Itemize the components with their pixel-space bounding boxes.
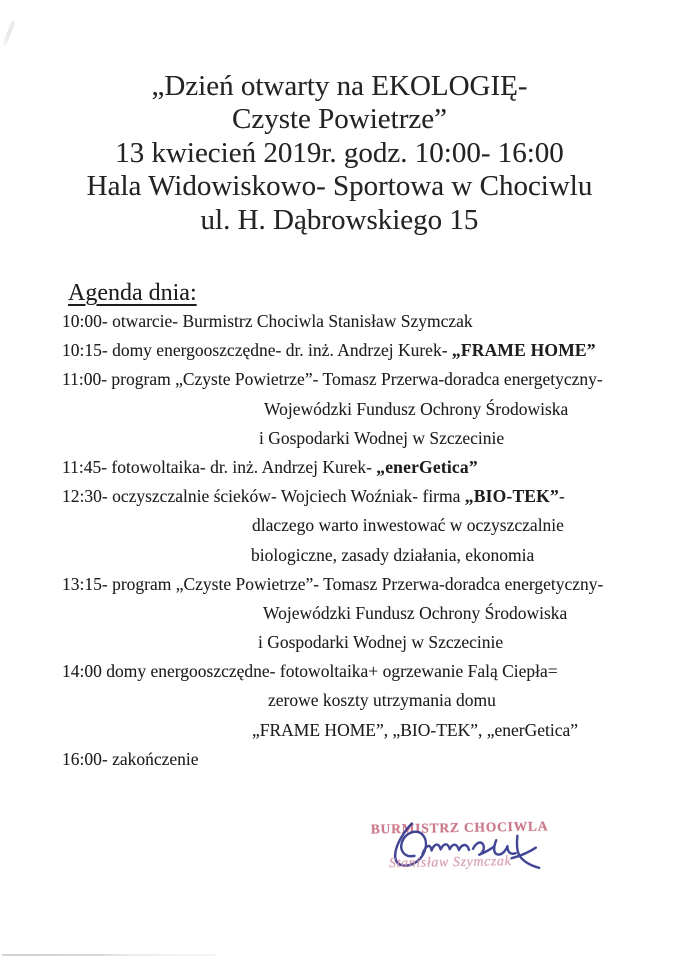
agenda-text-run: 13:15- program „Czyste Powietrze”- Tomasz Przerwa-doradca energetyczny-	[62, 573, 604, 594]
agenda-line	[62, 336, 662, 365]
agenda-text-run: 11:00- program „Czyste Powietrze”- Tomasz Przerwa-doradca energetyczny-	[62, 369, 603, 390]
title-line-3: 13 kwiecień 2019r. godz. 10:00- 16:00	[115, 136, 564, 169]
agenda-text-run: „BIO-TEK”	[464, 486, 559, 507]
agenda-line	[62, 686, 662, 715]
scan-smudge-artifact	[2, 20, 15, 46]
agenda-line	[62, 745, 662, 774]
agenda-line	[62, 424, 662, 453]
agenda-line	[62, 307, 662, 336]
agenda-text-run: -	[558, 486, 565, 507]
agenda-line	[62, 453, 662, 482]
agenda-text-run: i Gospodarki Wodnej w Szczecinie	[258, 632, 504, 653]
agenda-text-run: 11:45- fotowoltaika- dr. inż. Andrzej Kurek-	[62, 456, 377, 477]
agenda-text-run: dlaczego warto inwestować w oczyszczalnie	[252, 515, 564, 536]
title-line-4: Hala Widowiskowo- Sportowa w Chociwlu	[86, 170, 593, 203]
scan-line-artifact	[2, 954, 216, 956]
agenda-line	[62, 511, 662, 540]
agenda-line	[62, 482, 662, 511]
stamp-name-text: Stanisław Szymczak	[388, 854, 512, 872]
agenda-text-run: biologiczne, zasady działania, ekonomia	[251, 544, 535, 565]
agenda-line	[62, 365, 662, 394]
agenda-text-run: 12:30- oczyszczalnie ścieków- Wojciech Woźniak- firma	[62, 486, 465, 507]
agenda-line	[62, 570, 662, 599]
agenda-text-run: zerowe koszty utrzymania domu	[268, 690, 496, 711]
agenda-text-run: 16:00- zakończenie	[62, 748, 199, 769]
agenda-text-run: „enerGetica”	[376, 456, 478, 477]
agenda-text-run: Wojewódzki Fundusz Ochrony Środowiska	[263, 602, 568, 623]
agenda-text-run: 14:00 domy energooszczędne- fotowoltaika+ ogrzewanie Falą Ciepła=	[62, 661, 558, 682]
handwritten-signature	[381, 815, 544, 884]
agenda-line	[62, 657, 662, 686]
agenda-line	[62, 541, 662, 570]
agenda-line	[62, 599, 662, 628]
stamp-office-title: BURMISTRZ CHOCIWLA	[370, 818, 549, 837]
agenda-text-run: 10:15- domy energooszczędne- dr. inż. Andrzej Kurek-	[62, 340, 452, 361]
document-title	[0, 70, 679, 237]
agenda-text-run: „FRAME HOME”	[451, 340, 596, 361]
agenda-text-run: 10:00- otwarcie- Burmistrz Chociwla Stanisław Szymczak	[62, 311, 473, 331]
agenda-list	[62, 307, 662, 774]
agenda-text-run: „FRAME HOME”, „BIO-TEK”, „enerGetica”	[252, 719, 579, 740]
title-line-2: Czyste Powietrze”	[231, 103, 447, 136]
agenda-line	[62, 395, 662, 424]
agenda-text-run: i Gospodarki Wodnej w Szczecinie	[259, 427, 505, 448]
agenda-text-run: Wojewódzki Fundusz Ochrony Środowiska	[264, 398, 569, 419]
title-line-5: ul. H. Dąbrowskiego 15	[200, 203, 479, 236]
agenda-line	[62, 628, 662, 657]
mayor-stamp	[359, 806, 561, 899]
title-line-1: „Dzień otwarty na EKOLOGIĘ-	[151, 70, 528, 102]
agenda-heading: Agenda dnia:	[68, 280, 197, 306]
agenda-line	[62, 716, 662, 745]
